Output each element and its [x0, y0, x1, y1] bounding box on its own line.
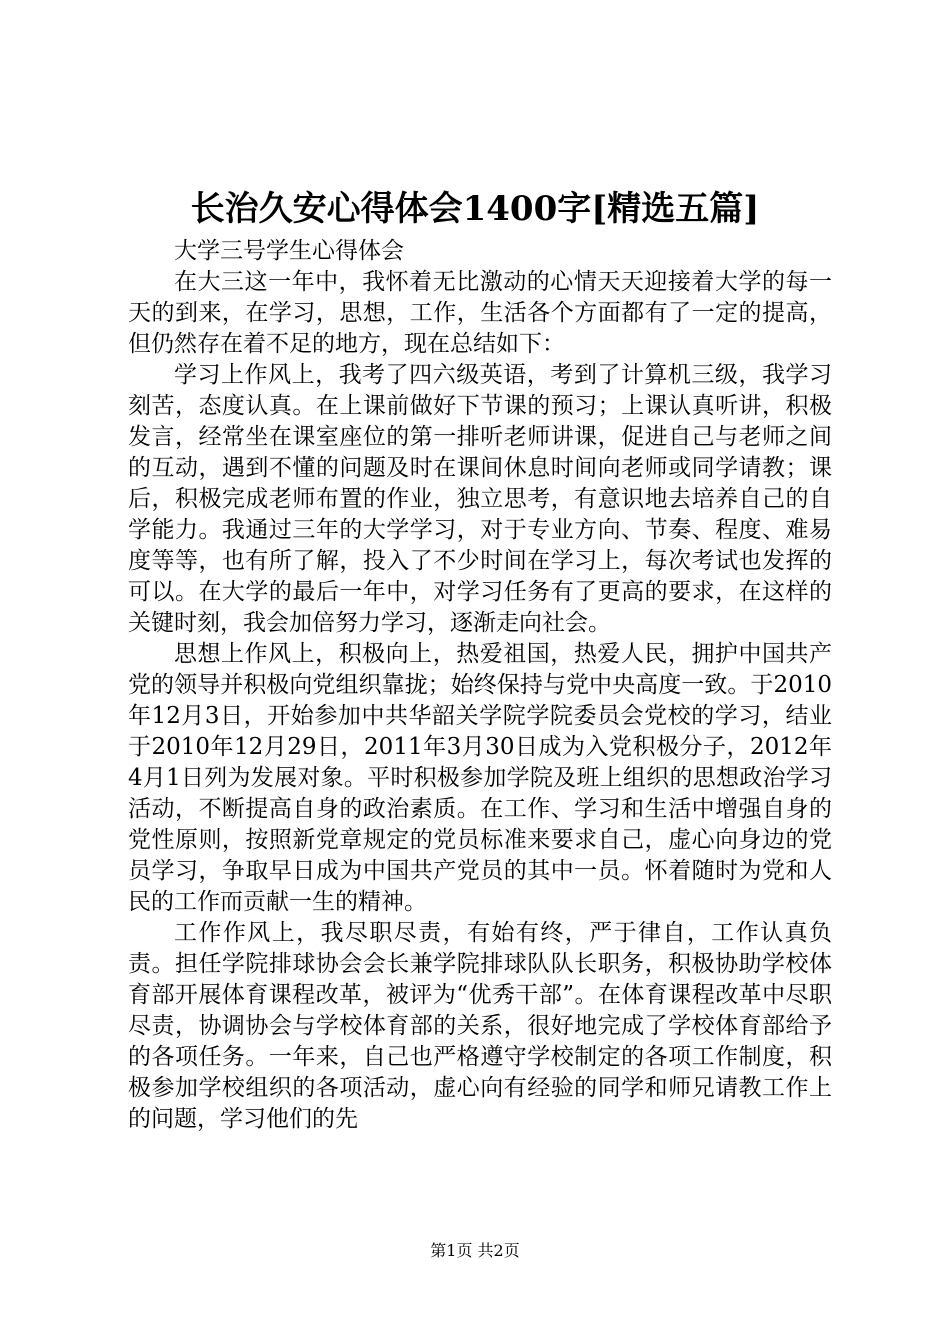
page-number: 第1页 共2页	[430, 1241, 520, 1260]
paragraph-work: 工作作风上，我尽职尽责，有始有终，严于律自，工作认真负责。担任学院排球协会会长兼学院排球队队长职务，积极协助学校体育部开展体育课程改革，被评为“优秀干部”。在体育课程改革中尽职尽责，协调协会与学校体育部的关系，很好地完成了学校体育部给予的各项任务。一年来，自己也严格遵守学校制定的各项工作制度，积极参加学校组织的各项活动，虚心向有经验的同学和师兄请教工作上的问题，学习他们的先	[128, 920, 832, 1132]
section-heading: 大学三号学生心得体会	[174, 238, 404, 264]
paragraph-intro: 在大三这一年中，我怀着无比激动的心情天天迎接着大学的每一天的到来，在学习，思想，工作，生活各个方面都有了一定的提高，但仍然存在着不足的地方，现在总结如下：	[128, 269, 832, 357]
paragraph-ideology: 思想上作风上，积极向上，热爱祖国，热爱人民，拥护中国共产党的领导并积极向党组织靠拢；始终保持与党中央高度一致。于2010年12月3日，开始参加中共华韶关学院学院委员会党校的学习，结业于2010年12月29日，2011年3月30日成为入党积极分子，2012年4月1日列为发展对象。平时积极参加学院及班上组织的思想政治学习活动，不断提高自身的政治素质。在工作、学习和生活中增强自身的党性原则，按照新党章规定的党员标准来要求自己，虚心向身边的党员学习，争取早日成为中国共产党员的其中一员。怀着随时为党和人民的工作而贡献一生的精神。	[128, 641, 832, 915]
document-body	[128, 236, 832, 1135]
paragraph-study: 学习上作风上，我考了四六级英语，考到了计算机三级，我学习刻苦，态度认真。在上课前做好下节课的预习；上课认真听讲，积极发言，经常坐在课室座位的第一排听老师讲课，促进自己与老师之间的互动，遇到不懂的问题及时在课间休息时间向老师或同学请教；课后，积极完成老师布置的作业，独立思考，有意识地去培养自己的自学能力。我通过三年的大学学习，对于专业方向、节奏、程度、难易度等等，也有所了解，投入了不少时间在学习上，每次考试也发挥的可以。在大学的最后一年中，对学习任务有了更高的要求，在这样的关键时刻，我会加倍努力学习，逐渐走向社会。	[128, 362, 832, 636]
document-title: 长治久安心得体会1400字[精选五篇]	[190, 189, 760, 229]
